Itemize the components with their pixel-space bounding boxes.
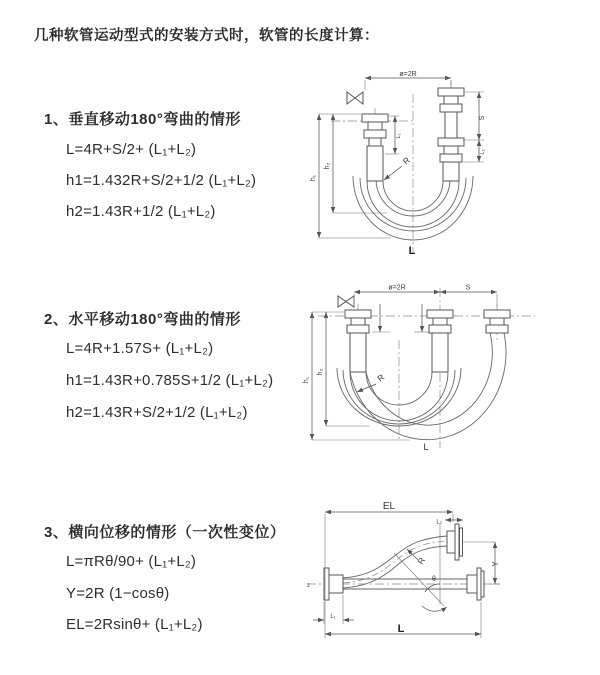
flange-upper	[447, 524, 463, 560]
pipe-fitting-middle	[427, 310, 453, 372]
valve-icon	[338, 296, 354, 307]
dim-label-2r: ø=2R	[399, 71, 417, 78]
braided-hose-section	[350, 333, 366, 372]
dim-label-r: R	[400, 154, 412, 167]
pipe-fitting-left	[362, 114, 388, 181]
section3-formula-EL: EL=2Rsinθ+ (L₁+L₂)	[66, 616, 203, 633]
swing-arrow	[422, 606, 447, 611]
diagram-horizontal-180-bend	[300, 280, 600, 456]
section2-heading: 2、水平移动180°弯曲的情形	[44, 311, 241, 328]
dim-label-l2: L₂	[480, 149, 486, 155]
hose-displaced-position	[350, 333, 506, 440]
dim-label-l: L	[408, 245, 416, 257]
dim-label-2r: ø=2R	[388, 284, 406, 292]
diagram-lateral-displacement	[295, 498, 600, 654]
braided-hose-section	[367, 146, 383, 181]
dim-label-l: L	[423, 442, 429, 452]
pipe-fitting-left	[345, 310, 371, 372]
pipe-fitting-right	[438, 88, 464, 181]
section3-formula-L: L=πRθ/90+ (L₁+L₂)	[66, 553, 197, 570]
dim-label-l: L	[397, 623, 405, 635]
dim-label-h1: h₁	[303, 376, 310, 384]
dim-label-l2: L₂	[436, 519, 442, 526]
dim-label-s: S	[465, 284, 471, 292]
flange-right	[467, 568, 484, 600]
centerline-mark: z	[307, 583, 310, 589]
dim-label-r: R	[415, 555, 428, 567]
dim-label-h1: h₁	[310, 174, 317, 182]
dimension-lines	[312, 292, 497, 440]
diagram-vertical-180-bend	[303, 66, 593, 258]
section2-formula-L: L=4R+1.57S+ (L₁+L₂)	[66, 340, 214, 357]
flange-left	[324, 568, 343, 600]
section2-formula-h1: h1=1.43R+0.785S+1/2 (L₁+L₂)	[66, 372, 274, 389]
dim-label-r: R	[375, 371, 387, 384]
section1-formula-L: L=4R+S/2+ (L₁+L₂)	[66, 141, 197, 158]
section3-heading: 3、横向位移的情形（一次性变位）	[44, 524, 286, 541]
dim-label-h2: h₂	[324, 162, 331, 170]
dim-label-s: S	[479, 115, 486, 121]
section1-formula-h2: h2=1.43R+1/2 (L₁+L₂)	[66, 203, 216, 220]
valve-icon	[347, 92, 363, 104]
dim-label-theta: θ	[432, 576, 436, 583]
dim-label-l1: L₁	[396, 133, 402, 139]
page-title: 几种软管运动型式的安装方式时，软管的长度计算：	[34, 28, 379, 44]
dim-label-y: Y	[491, 561, 500, 567]
braided-hose-section	[432, 333, 448, 372]
section1-formula-h1: h1=1.432R+S/2+1/2 (L₁+L₂)	[66, 172, 257, 189]
dim-label-l1: L₁	[330, 614, 336, 620]
dim-label-h2: h₂	[317, 368, 324, 376]
section3-formula-Y: Y=2R (1−cosθ)	[66, 585, 170, 602]
centerlines	[331, 80, 451, 254]
radius-leader	[384, 166, 402, 180]
braided-hose-section	[443, 162, 459, 181]
section1-heading: 1、垂直移动180°弯曲的情形	[44, 111, 241, 128]
section2-formula-h2: h2=1.43R+S/2+1/2 (L₁+L₂)	[66, 404, 248, 421]
dim-label-el: EL	[382, 501, 396, 512]
pipe-fitting-right	[484, 310, 510, 333]
